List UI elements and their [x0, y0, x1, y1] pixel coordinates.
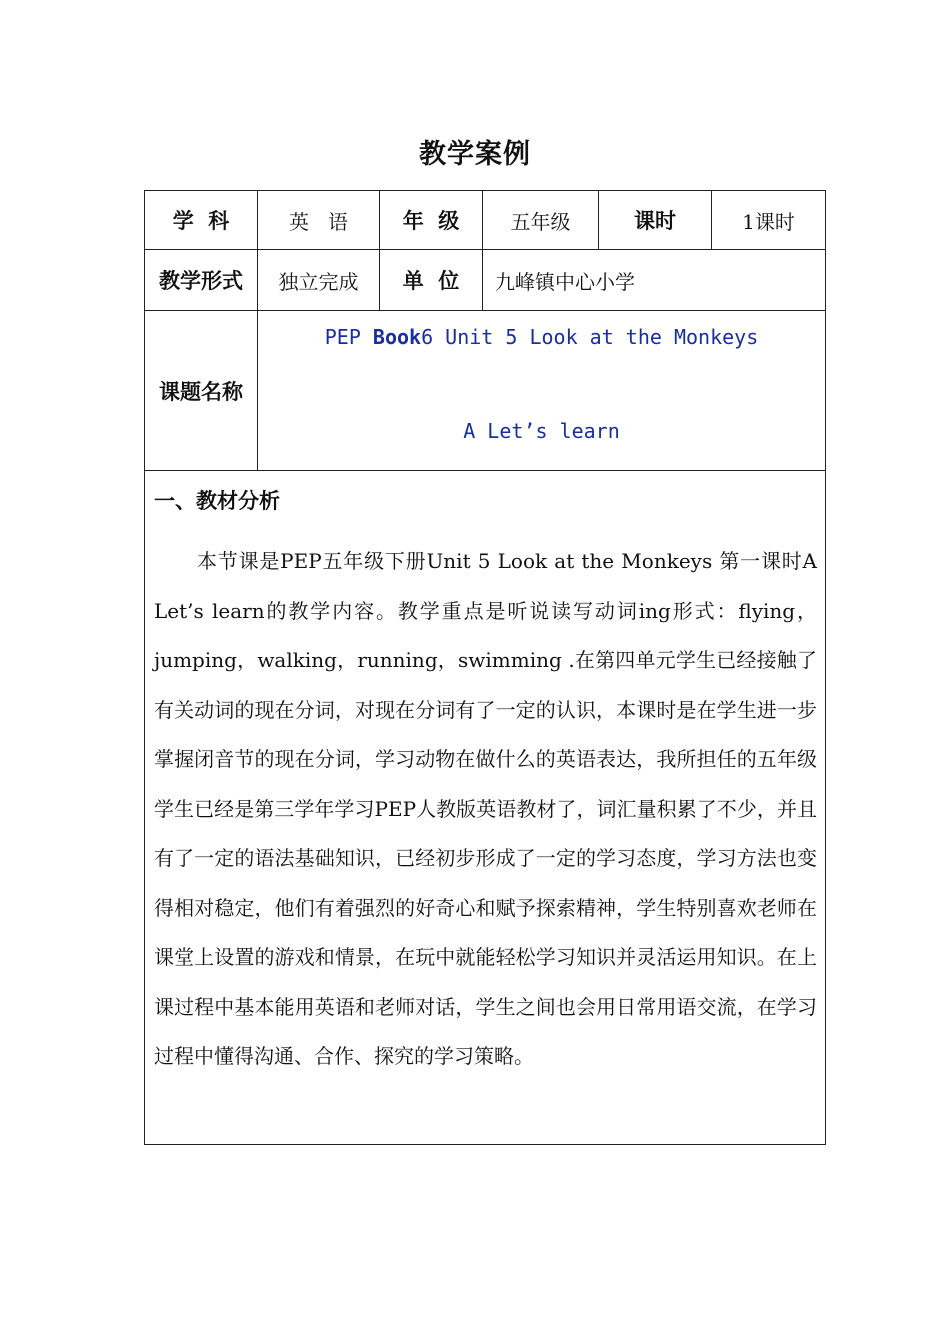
teaching-form-label: 教学形式 [145, 250, 258, 311]
topic-line-1-book: Book [372, 325, 422, 349]
period-value: 1课时 [712, 191, 826, 250]
unit-label: 单 位 [380, 250, 483, 311]
row-analysis [145, 471, 826, 1145]
topic-line-1-pre: PEP [324, 325, 373, 349]
topic-cell [258, 311, 826, 471]
topic-line-1 [258, 325, 825, 349]
subject-value: 英 语 [258, 191, 380, 250]
analysis-cell [145, 471, 826, 1145]
topic-label: 课题名称 [145, 311, 258, 471]
period-label: 课时 [599, 191, 712, 250]
row-topic [145, 311, 826, 471]
topic-line-2: A Let’s learn [463, 419, 620, 443]
document-title: 教学案例 [419, 139, 531, 170]
grade-label: 年 级 [380, 191, 483, 250]
unit-value: 九峰镇中心小学 [483, 250, 826, 311]
section-body: 本节课是PEP五年级下册Unit 5 Look at the Monkeys 第一课时A Let’s learn的教学内容。教学重点是听说读写动词ing形式：flying，jumping，walking，running，swimming .在第四单元学生已经接触了有关动词的现在分词，对现在分词有了一定的认识，本课时是在学生进一步掌握闭音节的现在分词，学习动物在做什么的英语表达，我所担任的五年级学生已经是第三学年学习PEP人教版英语教材了，词汇量积累了不少，并且有了一定的语法基础知识，已经初步形成了一定的学习态度，学习方法也变得相对稳定，他们有着强烈的好奇心和赋予探索精神，学生特别喜欢老师在课堂上设置的游戏和情景，在玩中就能轻松学习知识并灵活运用知识。在上课过程中基本能用英语和老师对话，学生之间也会用日常用语交流，在学习过程中懂得沟通、合作、探究的学习策略。 [154, 549, 817, 1068]
row-form-unit [145, 250, 826, 311]
teaching-form-value: 独立完成 [258, 250, 380, 311]
grade-value: 五年级 [483, 191, 599, 250]
subject-label: 学 科 [145, 191, 258, 250]
section-heading: 一、教材分析 [154, 488, 280, 513]
row-subject-grade-period [145, 191, 826, 250]
topic-line-1-post: 6 Unit 5 Look at the Monkeys [421, 325, 759, 349]
lesson-info-table [144, 190, 826, 1145]
